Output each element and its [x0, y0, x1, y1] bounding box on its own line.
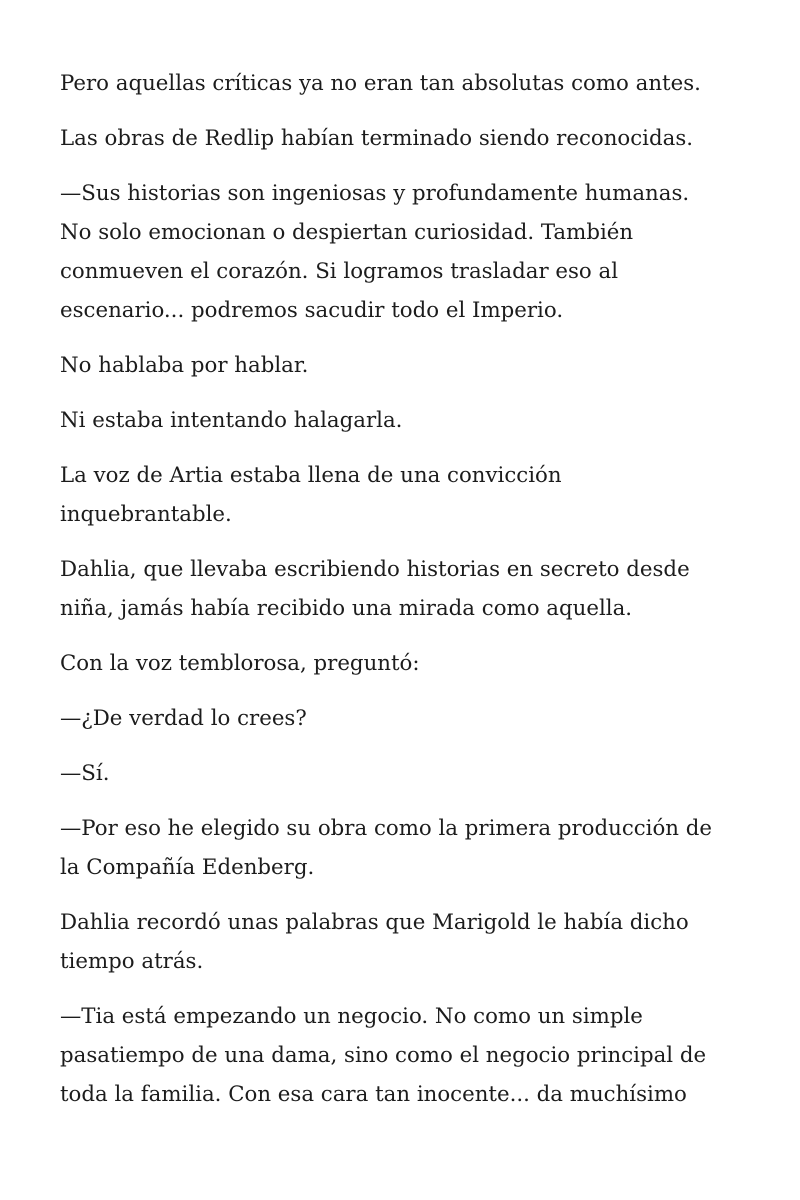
- paragraph: Las obras de Redlip habían terminado siendo reconocidas.: [60, 126, 694, 151]
- paragraph: —Sí.: [60, 761, 110, 786]
- paragraph: —Sus historias son ingeniosas y profundamente humanas. No solo emocionan o despiertan curiosidad. También conmueven el corazón. Si logramos trasladar eso al escenario... podremos sacudir todo el Imperio.: [60, 181, 690, 323]
- paragraph: Dahlia, que llevaba escribiendo historias en secreto desde niña, jamás había recibido una mirada como aquella.: [60, 557, 690, 621]
- paragraph: La voz de Artia estaba llena de una convicción inquebrantable.: [60, 463, 562, 527]
- paragraph: Dahlia recordó unas palabras que Marigold le había dicho tiempo atrás.: [60, 910, 689, 974]
- paragraph: Con la voz temblorosa, preguntó:: [60, 651, 420, 676]
- paragraph: Ni estaba intentando halagarla.: [60, 408, 403, 433]
- reading-page: [60, 64, 750, 1130]
- paragraph: —¿De verdad lo crees?: [60, 706, 307, 731]
- paragraph: —Tia está empezando un negocio. No como un simple pasatiempo de una dama, sino como el negocio principal de toda la familia. Con esa cara tan inocente... da muchísimo: [60, 1004, 707, 1107]
- paragraph: Pero aquellas críticas ya no eran tan absolutas como antes.: [60, 71, 701, 96]
- paragraph: No hablaba por hablar.: [60, 353, 309, 378]
- paragraph: —Por eso he elegido su obra como la primera producción de la Compañía Edenberg.: [60, 816, 713, 880]
